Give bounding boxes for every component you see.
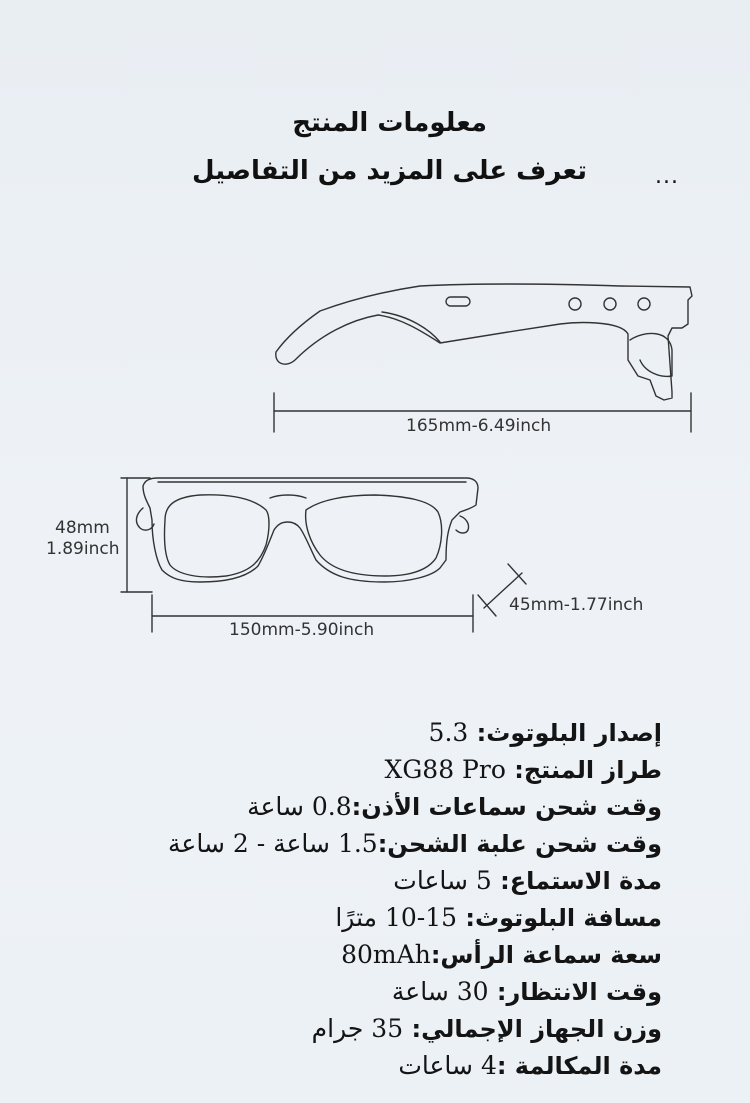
spec-label: إصدار البلوتوث: — [468, 719, 662, 747]
spec-item — [62, 936, 662, 973]
spec-label: مسافة البلوتوث: — [457, 904, 662, 932]
spec-item — [62, 751, 662, 788]
more-ellipsis: ... — [655, 164, 679, 189]
spec-value: 30 ساعة — [391, 977, 489, 1006]
depth-label: 45mm-1.77inch — [509, 595, 644, 615]
spec-label: وزن الجهاز الإجمالي: — [403, 1015, 662, 1043]
height-label-mm: 48mm — [55, 518, 110, 538]
spec-item — [62, 862, 662, 899]
spec-item — [62, 825, 662, 862]
height-label-inch: 1.89inch — [46, 539, 120, 559]
spec-value: 80mAh — [341, 940, 431, 969]
spec-item — [62, 1010, 662, 1047]
spec-value: 5.3 — [428, 718, 469, 747]
spec-label: مدة المكالمة : — [496, 1052, 662, 1080]
spec-item — [62, 1047, 662, 1084]
spec-value: 4 ساعات — [398, 1051, 497, 1080]
spec-label: وقت الانتظار: — [488, 978, 662, 1006]
spec-label: وقت شحن سماعات الأذن: — [351, 793, 662, 821]
width-label: 150mm-5.90inch — [229, 620, 375, 640]
spec-item — [62, 899, 662, 936]
page-title: معلومات المنتج — [292, 108, 487, 138]
spec-value: 35 جرام — [311, 1014, 404, 1043]
spec-label: مدة الاستماع: — [491, 867, 662, 895]
page-subtitle: تعرف على المزيد من التفاصيل — [192, 156, 587, 186]
glasses-side-view — [276, 284, 692, 400]
spec-value: 0.8 ساعة — [247, 792, 352, 821]
spec-item — [62, 973, 662, 1010]
spec-label: وقت شحن علبة الشحن: — [377, 830, 662, 858]
spec-label: سعة سماعة الرأس: — [430, 941, 662, 969]
spec-item — [62, 714, 662, 751]
spec-value: 5 ساعات — [393, 866, 492, 895]
spec-value: 1.5 ساعة - 2 ساعة — [168, 829, 378, 858]
spec-label: طراز المنتج: — [505, 756, 662, 784]
spec-list — [62, 714, 662, 1084]
glasses-front-view — [136, 478, 478, 582]
spec-value: XG88 Pro — [384, 755, 506, 784]
spec-value: 10-15 مترًا — [335, 903, 458, 932]
spec-item — [62, 788, 662, 825]
length-label: 165mm-6.49inch — [406, 416, 552, 436]
